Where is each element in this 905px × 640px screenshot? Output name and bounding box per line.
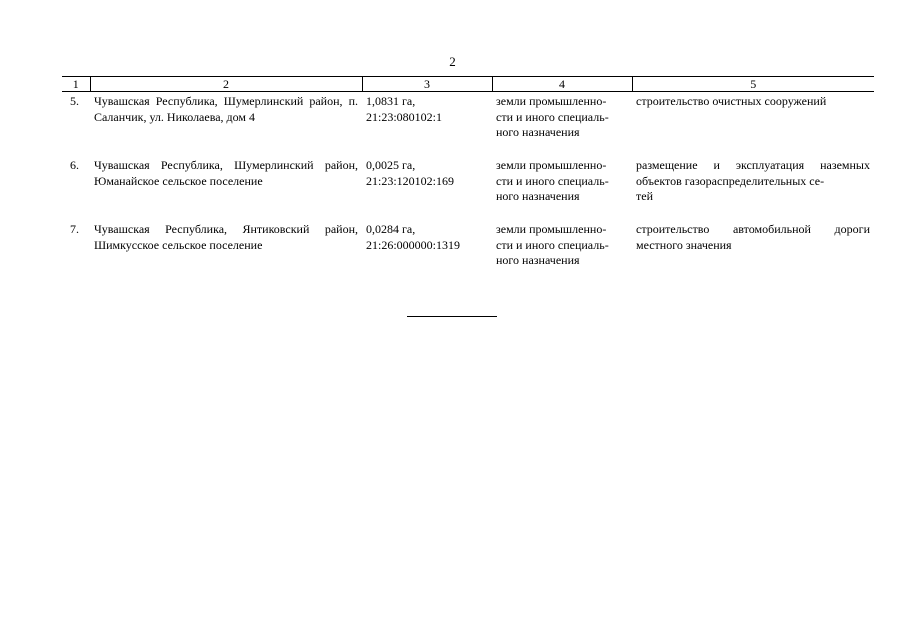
row-number: 6. <box>70 158 79 172</box>
area-cell <box>362 156 492 220</box>
table-body <box>62 92 874 285</box>
cadastral-number: 21:26:000000:1319 <box>366 237 461 252</box>
table-header <box>62 77 874 92</box>
column-header-5: 5 <box>632 77 874 92</box>
table-row <box>62 156 874 220</box>
land-plots-table <box>62 76 874 284</box>
cadastral-number: 21:23:120102:169 <box>366 173 455 188</box>
purpose-cell: строительство автомобильной дороги местного значения <box>636 222 870 252</box>
cadastral-number: 21:23:080102:1 <box>366 109 443 124</box>
page-number: 2 <box>449 54 456 69</box>
area-value: 0,0284 га, <box>366 222 416 236</box>
column-header-2: 2 <box>90 77 362 92</box>
column-header-3: 3 <box>362 77 492 92</box>
table-row <box>62 220 874 284</box>
land-category-cell: земли промышленно- сти и иного специаль- ного назначения <box>496 222 609 267</box>
location-cell: Чувашская Республика, Шумерлинский район, Юманайское сельское поселение <box>94 158 358 188</box>
row-number: 5. <box>70 94 79 108</box>
column-header-4: 4 <box>492 77 632 92</box>
area-cell <box>362 92 492 157</box>
header-row <box>62 77 874 92</box>
location-cell: Чувашская Республика, Шумерлинский район, п. Саланчик, ул. Николаева, дом 4 <box>94 94 358 124</box>
area-value: 0,0025 га, <box>366 158 416 172</box>
row-number: 7. <box>70 222 79 236</box>
column-header-1: 1 <box>62 77 90 92</box>
land-category-cell: земли промышленно- сти и иного специаль- ного назначения <box>496 94 609 139</box>
purpose-cell: размещение и эксплуатация наземных объектов газораспределительных се- тей <box>636 158 870 203</box>
area-cell <box>362 220 492 284</box>
purpose-cell: строительство очистных сооружений <box>636 94 827 108</box>
location-cell: Чувашская Республика, Янтиковский район, Шимкусское сельское поселение <box>94 222 358 252</box>
end-of-document-rule <box>407 316 497 317</box>
land-category-cell: земли промышленно- сти и иного специаль- ного назначения <box>496 158 609 203</box>
area-value: 1,0831 га, <box>366 94 416 108</box>
table-row <box>62 92 874 157</box>
